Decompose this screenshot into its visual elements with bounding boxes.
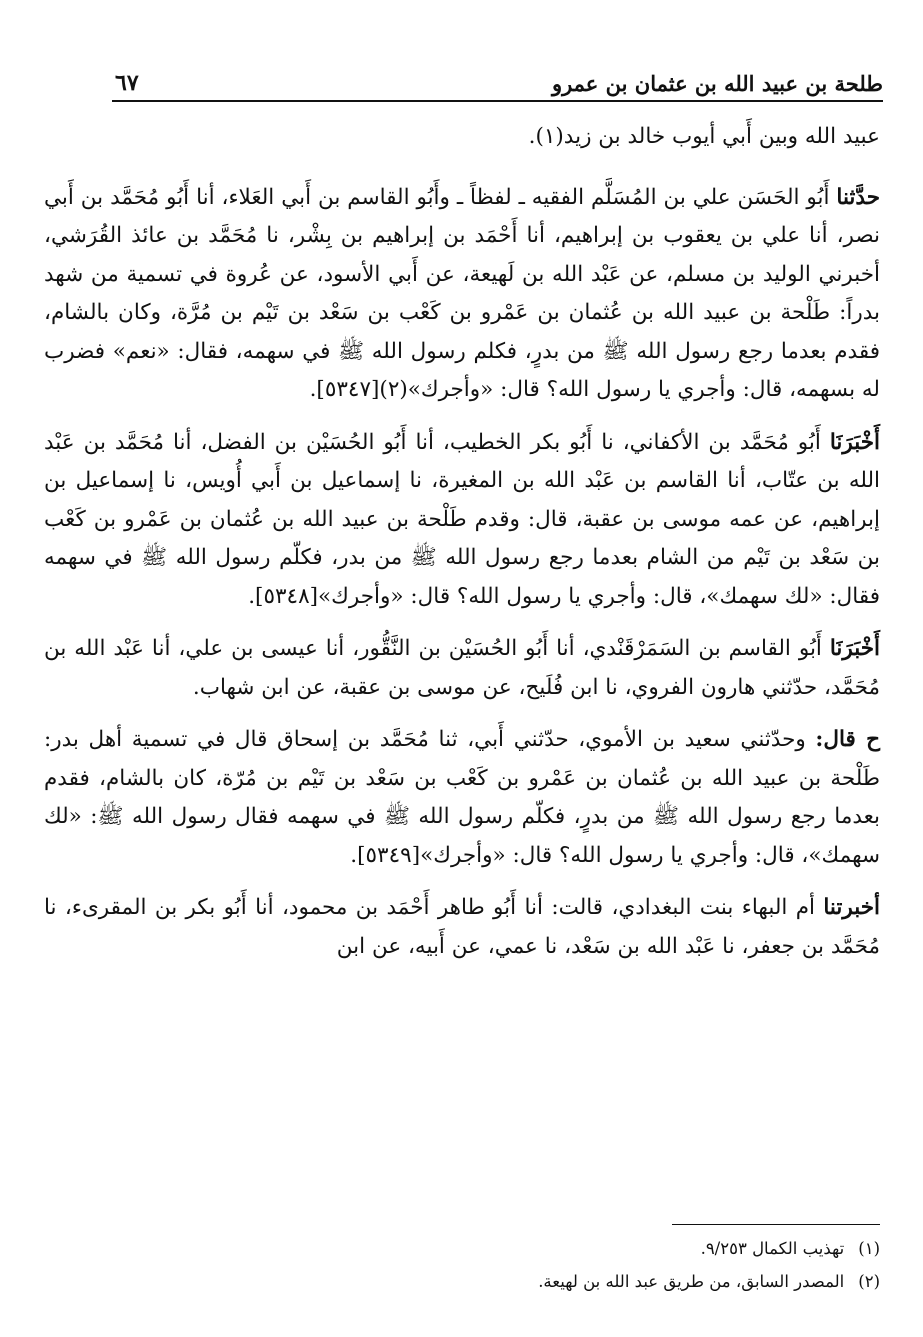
paragraph-continuation (44, 118, 880, 157)
footnote-rule (672, 1224, 880, 1225)
paragraph-hadith-3 (44, 630, 880, 707)
paragraph-lead: أَخْبَرَنَا (829, 429, 880, 455)
footnote-text: المصدر السابق، من طريق عبد الله بن لهيعة. (538, 1272, 845, 1291)
footnote (44, 1265, 880, 1298)
running-head: طلحة بن عبيد الله بن عثمان بن عمرو (551, 71, 883, 96)
footnote-number: (٢) (858, 1272, 880, 1291)
paragraph-hadith-2 (44, 424, 880, 617)
paragraph-hadith-1 (44, 179, 880, 410)
footnote (44, 1232, 880, 1265)
paragraph-text: عبيد الله وبين أَبي أيوب خالد بن زيد(١). (528, 124, 880, 149)
page-number: ٦٧ (115, 70, 139, 96)
main-text (44, 118, 880, 980)
paragraph-text: أم البهاء بنت البغدادي، قالت: أنا أَبُو طاهر أَحْمَد بن محمود، أنا أَبُو بكر بن المقرىء، نا مُحَمَّد بن جعفر، نا عَبْد الله بن سَعْد، نا عمي، عن أَبيه، عن ابن (44, 895, 880, 959)
paragraph-text: أَبُو القاسم بن السَمَرْقَنْدي، أنا أَبُو الحُسَيْن بن النَّقُّور، أنا عيسى بن علي، أنا عَبْد الله بن مُحَمَّد، حدّثني هارون الفروي، نا ابن فُلَيح، عن موسى بن عقبة، عن ابن شهاب. (44, 636, 880, 700)
footnote-text: تهذيب الكمال ٩/٢٥٣. (700, 1239, 845, 1258)
paragraph-lead: حدَّثنا (836, 184, 880, 210)
paragraph-hadith-4 (44, 721, 880, 875)
paragraph-lead: أَخْبَرَنَا (829, 636, 880, 661)
paragraph-text: وحدّثني سعيد بن الأموي، حدّثني أَبي، ثنا مُحَمَّد بن إسحاق قال في تسمية أهل بدر: طَلْحة بن عبيد الله بن عُثمان بن عَمْرو بن كَعْب بن سَعْد بن تَيْم بن مُرّة، كان بالشام، فقدم بعدما رجع رسول الله ﷺ من بدرٍ، فكلّم رسول الله ﷺ في سهمه فقال رسول الله ﷺ: «لك سهمك»، قال: وأجري يا رسول الله؟ قال: «وأجرك»[٥٣٤٩]. (44, 727, 880, 868)
paragraph-lead: ح قال: (815, 727, 880, 752)
paragraph-hadith-5 (44, 889, 880, 966)
footnotes (44, 1232, 880, 1298)
footnote-number: (١) (858, 1239, 880, 1258)
paragraph-lead: أخبرتنا (823, 895, 880, 920)
header-rule (112, 100, 883, 102)
paragraph-text: أَبُو مُحَمَّد بن الأكفاني، نا أَبُو بكر الخطيب، أنا أَبُو الحُسَيْن بن الفضل، أنا مُحَمَّد بن عَبْد الله بن عتّاب، أنا القاسم بن عَبْد الله بن المغيرة، نا إسماعيل بن أَبي أُويس، نا إسماعيل بن إبراهيم، عن عمه موسى بن عقبة، قال: وقدم طَلْحة بن عبيد الله بن عُثمان بن عَمْرو بن كَعْب بن سَعْد بن تَيْم من الشام بعدما رجع رسول الله ﷺ من بدر، فكلّم رسول الله ﷺ في سهمه فقال: «لك سهمك»، قال: وأجري يا رسول الله؟ قال: «وأجرك»[٥٣٤٨]. (44, 429, 880, 609)
paragraph-text: أَبُو الحَسَن علي بن المُسَلَّم الفقيه ـ لفظاً ـ وأَبُو القاسم بن أَبي العَلاء، أنا أَبُو مُحَمَّد بن أَبي نصر، أنا علي بن يعقوب بن إبراهيم، أنا أَحْمَد بن إبراهيم بن بِشْر، نا مُحَمَّد بن عائذ القُرَشي، أخبرني الوليد بن مسلم، عن عَبْد الله بن لَهيعة، عن أَبي الأسود، عن عُروة في تسمية من شهد بدراً: طَلْحة بن عبيد الله بن عُثمان بن عَمْرو بن كَعْب بن سَعْد بن تَيْم بن مُرَّة، وكان بالشام، فقدم بعدما رجع رسول الله ﷺ من بدرٍ، فكلم رسول الله ﷺ في سهمه، فقال: «نعم» فضرب له بسهمه، قال: وأجري يا رسول الله؟ قال: «وأجرك»(٢)[٥٣٤٧]. (44, 184, 880, 402)
page-header (115, 62, 883, 96)
